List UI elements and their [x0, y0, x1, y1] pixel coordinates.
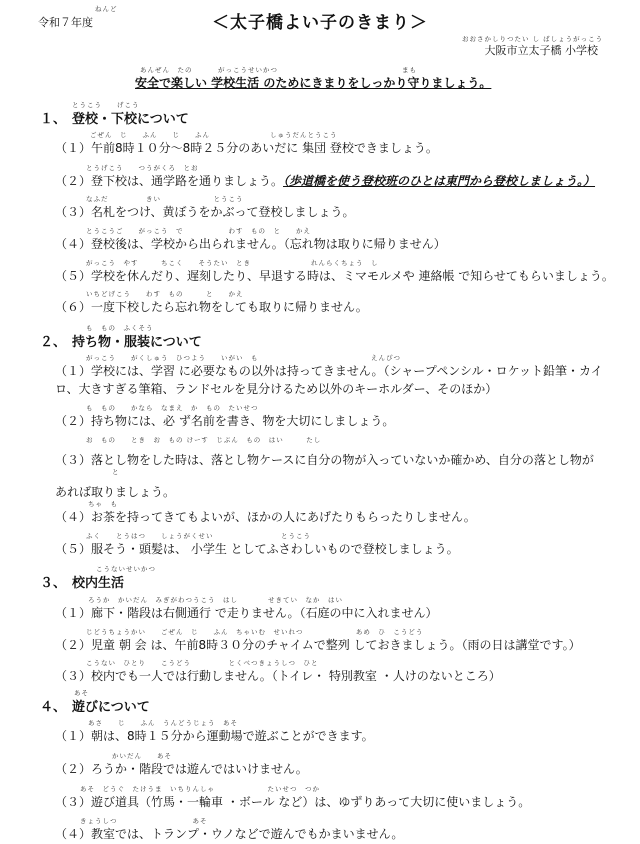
- ruby-lead-c: まも: [402, 66, 417, 74]
- section-heading: [40, 572, 124, 591]
- section-heading: [40, 108, 189, 127]
- rule-item: [55, 172, 595, 189]
- ruby-s1i6: いちどげこう わす もの と かえ: [86, 290, 244, 298]
- ruby-s1i2: とうげこう つうがくろ とお: [86, 164, 199, 172]
- ruby-s1i3: なふだ きい とうこう: [86, 195, 244, 203]
- section-number: ２、: [40, 335, 67, 350]
- ruby-s2i1: がっこう がくしゅう ひつよう いがい も えんぴつ: [86, 354, 401, 362]
- section-title: 校内生活: [72, 576, 125, 591]
- lead-sentence: 安全で楽しい 学校生活 のためにきまりをしっかり守りましょう。: [135, 76, 492, 90]
- rule-note: （歩道橋を使う登校班のひとは東門から登校しましょう。）: [283, 174, 596, 188]
- rule-item: （３）遊び道具（竹馬・一輪車 ・ボール など）は、ゆずりあって大切に使いましょう。: [55, 795, 531, 809]
- section-number: ４、: [40, 700, 67, 715]
- ruby-lead-b: がっこうせいかつ: [218, 66, 278, 74]
- section-number: １、: [40, 112, 67, 127]
- ruby-s4i3: あそ どうぐ たけうま いちりんしゃ たいせつ つか: [80, 785, 320, 793]
- document-year: 令和７年度: [38, 16, 93, 29]
- section-heading: [40, 331, 202, 350]
- ruby-s4i1: あさ じ ふん うんどうじょう あそ: [88, 719, 238, 727]
- ruby-s2i3: お もの とき お もの けーす じぶん もの はい たし: [86, 436, 322, 444]
- rule-item: （２）児童 朝 会 は、午前8時３０分のチャイムで整列 しておきましょう。（雨の日は講堂です。）: [55, 638, 581, 652]
- rule-item: （３）校内でも一人では行動しません。（トイレ・ 特別教室 ・人けのないところ）: [55, 669, 501, 683]
- ruby-s2: も もの ふくそう: [86, 324, 154, 332]
- rule-item: （６）一度下校したら忘れ物をしても取りに帰りません。: [55, 300, 368, 314]
- rule-item: （４）お茶を持ってきてもよいが、ほかの人にあげたりもらったりしません。: [55, 510, 476, 524]
- rule-item: （１）廊下・階段は右側通行 で走りません。（石庭の中に入れません）: [55, 606, 438, 620]
- ruby-s2i3b: と: [112, 468, 120, 476]
- rule-text: （２）登下校は、通学路を通りましょう。: [55, 174, 284, 188]
- rule-item: （２）ろうか・階段では遊んではいけません。: [55, 762, 308, 776]
- rule-item: （４）登校後は、学校から出られません。（忘れ物は取りに帰りません）: [55, 237, 446, 251]
- rule-item: （５）服そう・頭髪は、 小学生 としてふさわしいもので登校しましょう。: [55, 542, 459, 556]
- ruby-s3i1: ろうか かいだん みぎがわつうこう はし せきてい なか はい: [88, 596, 343, 604]
- section-number: ３、: [40, 576, 67, 591]
- rule-item: （１）学校には、学習 に必要なもの以外は持ってきません。（シャープペンシル・ロケット鉛筆・カイロ、大きすぎる筆箱、ランドセルを見分けるため以外のキーホルダー、そのほか）: [55, 364, 603, 396]
- rule-item: （２）持ち物には、必 ず名前を書き、物を大切にしましょう。: [55, 414, 395, 428]
- ruby-s1i4: とうこうご がっこう で わす もの と かえ: [86, 227, 311, 235]
- document-title: ＜太子橋よい子のきまり＞: [212, 13, 428, 33]
- section-title: 遊びについて: [72, 700, 150, 715]
- school-name: 大阪市立太子橋 小学校: [484, 44, 598, 57]
- ruby-s3: こうないせいかつ: [96, 565, 156, 573]
- ruby-lead-a: あんぜん たの: [140, 66, 193, 74]
- ruby-s4i2: かいだん あそ: [112, 752, 172, 760]
- ruby-s2i2: も もの かなら なまえ か もの たいせつ: [86, 404, 259, 412]
- ruby-s1i1: ごぜん じ ふん じ ふん しゅうだんとうこう: [90, 131, 338, 139]
- rule-item: （１）朝は、8時１５分から運動場で遊ぶことができます。: [55, 729, 374, 743]
- ruby-s4: あそ: [74, 689, 89, 697]
- ruby-s2i5: ふく とうはつ しょうがくせい とうこう: [86, 532, 311, 540]
- ruby-year: ねんど: [95, 5, 118, 13]
- rule-item: （５）学校を休んだり、遅刻したり、早退する時は、ミマモルメや 連絡帳 で知らせてもらいましょう。: [55, 269, 614, 283]
- ruby-s1i5: がっこう やす ちこく そうたい とき れんらくちょう し: [86, 259, 379, 267]
- ruby-s3i3: こうない ひとり こうどう とくべつきょうしつ ひと: [86, 659, 319, 667]
- rule-item: （３）落とし物をした時は、落とし物ケースに自分の物が入っていないか確かめ、自分の落とし物があれば取りましょう。: [55, 453, 594, 499]
- rule-item: （４）教室では、トランプ・ウノなどで遊んでもかまいません。: [55, 827, 404, 841]
- ruby-s1: とうこう げこう: [72, 101, 140, 109]
- rule-item: （１）午前8時１０分～8時２５分のあいだに 集団 登校できましょう。: [55, 141, 438, 155]
- ruby-s4i4: きょうしつ あそ: [80, 817, 208, 825]
- section-title: 持ち物・服装について: [72, 335, 202, 350]
- rule-item: （３）名札をつけ、黄ぼうをかぶって登校しましょう。: [55, 205, 355, 219]
- section-title: 登校・下校について: [72, 112, 189, 127]
- ruby-school: おおさかしりつたい し ばしょうがっこう: [462, 35, 604, 43]
- ruby-s3i2: じどうちょうかい ごぜん じ ふん ちゃいむ せいれつ あめ ひ こうどう: [86, 628, 424, 636]
- section-heading: [40, 696, 150, 715]
- ruby-s2i4: ちゃ も: [88, 500, 118, 508]
